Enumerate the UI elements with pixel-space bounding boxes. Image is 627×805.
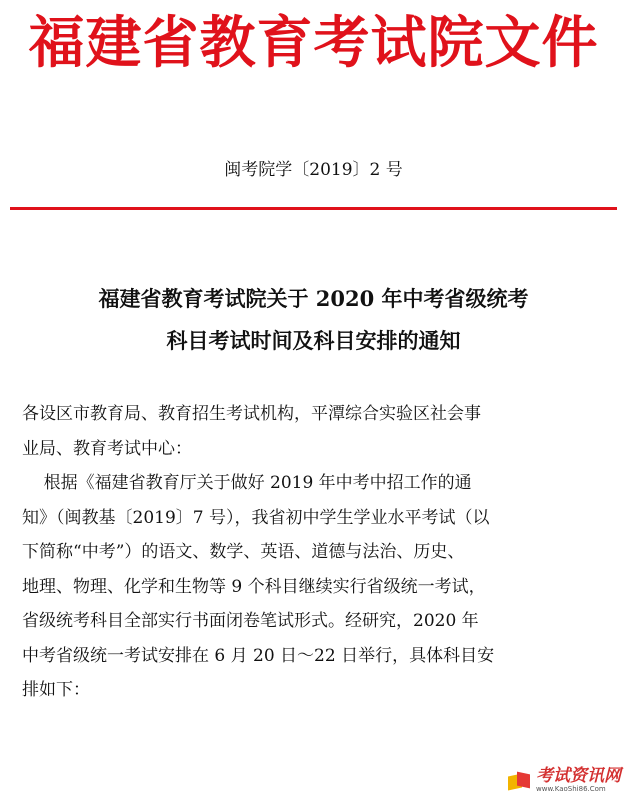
watermark-site-name: 考试资讯网 [536,766,621,786]
open-book-icon [506,771,532,791]
site-watermark[interactable] [506,768,621,793]
body-line: 下简称“中考”）的语文、数学、英语、道德与法治、历史、 [22,542,465,562]
notice-title-line-2: 科目考试时间及科目安排的通知 [166,328,461,353]
notice-body [22,397,602,708]
body-line: 根据《福建省教育厅关于做好 2019 年中考中招工作的通 [22,473,472,493]
notice-title [0,278,627,362]
red-divider-line [10,207,617,210]
watermark-url: www.KaoShi86.Com [536,785,606,793]
body-line: 中考省级统一考试安排在 6 月 20 日～22 日举行，具体科目安 [22,645,495,666]
masthead-title: 福建省教育考试院文件 [28,11,599,76]
body-line: 地理、物理、化学和生物等 9 个科目继续实行省级统一考试， [22,576,486,597]
document-number: 闽考院学〔2019〕2 号 [224,160,403,180]
body-line: 各设区市教育局、教育招生考试机构，平潭综合实验区社会事 [22,404,481,424]
notice-title-line-1: 福建省教育考试院关于 2020 年中考省级统考 [98,286,529,311]
body-line: 业局、教育考试中心： [22,438,192,459]
body-line: 知》（闽教基〔2019〕7 号），我省初中学生学业水平考试（以 [22,507,490,528]
body-line: 省级统考科目全部实行书面闭卷笔试形式。经研究，2020 年 [22,611,479,631]
body-line: 排如下： [22,680,90,700]
